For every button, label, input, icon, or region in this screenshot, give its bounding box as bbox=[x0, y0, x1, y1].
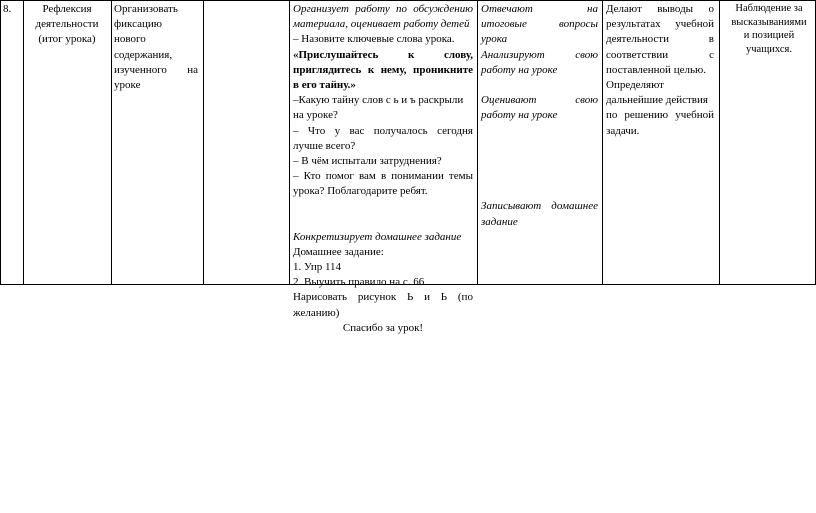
results-line: дальнейшие действия bbox=[606, 94, 708, 107]
results-line: задачи. bbox=[606, 124, 640, 137]
results-line bbox=[606, 108, 714, 123]
student-activity-cell bbox=[481, 2, 598, 230]
question-line bbox=[293, 124, 473, 139]
results-line bbox=[606, 32, 714, 47]
col-border bbox=[111, 0, 112, 284]
word: вас bbox=[349, 124, 365, 137]
homework-title: Домашнее задание: bbox=[293, 245, 384, 258]
student-line bbox=[481, 17, 598, 32]
word: Анализируют bbox=[481, 48, 545, 61]
homework-item: 2. Выучить правило на с. 66 bbox=[293, 276, 425, 289]
col-border bbox=[477, 0, 478, 284]
question-line bbox=[293, 169, 473, 184]
word: о bbox=[708, 3, 714, 15]
homework-item: 1. Упр 114 bbox=[293, 261, 342, 274]
word: по bbox=[396, 3, 407, 15]
closing-line: Спасибо за урок! bbox=[342, 321, 424, 334]
task-line: нового bbox=[114, 33, 146, 46]
word: получалось bbox=[373, 124, 428, 137]
word: с bbox=[709, 48, 714, 61]
word: к bbox=[367, 63, 375, 76]
quote-line: в его тайну.» bbox=[293, 79, 356, 92]
student-line: работу на уроке bbox=[481, 63, 558, 76]
word: понимании bbox=[391, 170, 444, 183]
question-line: –Какую тайну слов с ь и ъ раскрыли bbox=[293, 94, 464, 107]
word: выводы bbox=[657, 3, 694, 15]
stage-cell bbox=[27, 2, 107, 48]
word: Нарисовать bbox=[293, 291, 348, 304]
word: Делают bbox=[606, 3, 642, 15]
word: (по bbox=[457, 291, 473, 304]
word: итоговые bbox=[481, 18, 527, 31]
teacher-line: материала, оценивает работу детей bbox=[293, 18, 470, 31]
word: свою bbox=[575, 48, 598, 61]
student-line: задание bbox=[481, 215, 518, 228]
word: у bbox=[334, 124, 341, 137]
word: Отвечают bbox=[481, 3, 533, 15]
results-line bbox=[606, 2, 714, 17]
word: домашнее bbox=[551, 200, 598, 213]
question-line: – В чём испытали затруднения? bbox=[293, 155, 442, 168]
teacher-activity-cell bbox=[293, 2, 473, 336]
word: учебной bbox=[675, 109, 714, 122]
student-line bbox=[481, 199, 598, 214]
word: – bbox=[293, 170, 299, 183]
col-border bbox=[289, 0, 290, 284]
col-border bbox=[602, 0, 603, 284]
col-border bbox=[203, 0, 204, 284]
quote-line bbox=[293, 48, 473, 63]
word: свою bbox=[575, 94, 598, 107]
col-border bbox=[719, 0, 720, 284]
word: Что bbox=[307, 124, 326, 137]
task-word: на bbox=[187, 63, 198, 76]
word: Организует bbox=[293, 3, 349, 15]
question-line: лучше всего? bbox=[293, 139, 356, 152]
student-line bbox=[481, 2, 598, 17]
stage-line: деятельности bbox=[35, 18, 99, 31]
assessment-line: учащихся. bbox=[746, 43, 792, 55]
word: и bbox=[424, 291, 430, 304]
stage-line: (итог урока) bbox=[38, 33, 96, 46]
results-line bbox=[606, 48, 714, 63]
homework-item: желанию) bbox=[293, 306, 340, 319]
stage-line: Рефлексия bbox=[42, 3, 92, 15]
question-line: урока? Поблагодарите ребят. bbox=[293, 185, 428, 198]
assessment-cell bbox=[724, 2, 814, 56]
word: – bbox=[293, 124, 299, 137]
teacher-line: – Назовите ключевые слова урока. bbox=[293, 33, 455, 46]
task-cell bbox=[114, 2, 198, 93]
homework-item bbox=[293, 290, 473, 305]
word: учебной bbox=[675, 18, 714, 31]
results-line: поставленной целью. bbox=[606, 63, 706, 76]
student-line bbox=[481, 93, 598, 108]
question-line: на уроке? bbox=[293, 109, 338, 122]
word: на bbox=[587, 3, 598, 15]
word: работу bbox=[355, 3, 390, 15]
word: приглядитесь bbox=[293, 63, 362, 76]
word: в bbox=[708, 33, 714, 46]
word: темы bbox=[448, 170, 473, 183]
word: решению bbox=[624, 109, 669, 122]
word: «Прислушайтесь bbox=[293, 48, 379, 61]
task-word: изученного bbox=[114, 63, 167, 76]
word: проникните bbox=[413, 63, 473, 76]
homework-intro: Конкретизирует домашнее задание bbox=[293, 230, 462, 243]
task-line: уроке bbox=[114, 79, 141, 92]
word: деятельности bbox=[606, 33, 669, 46]
word: в bbox=[380, 170, 387, 183]
word: по bbox=[606, 109, 618, 122]
results-cell bbox=[606, 2, 714, 139]
word: к bbox=[407, 48, 415, 61]
assessment-line: высказываниями bbox=[731, 16, 807, 28]
assessment-line: и позицией bbox=[743, 30, 795, 41]
word: сегодня bbox=[437, 124, 473, 137]
teacher-line bbox=[293, 2, 473, 17]
task-line: Организовать bbox=[114, 3, 178, 15]
task-line: содержания, bbox=[114, 48, 173, 61]
word: соответствии bbox=[606, 48, 669, 61]
word: вам bbox=[358, 170, 376, 183]
word: обсуждению bbox=[413, 3, 473, 15]
task-line bbox=[114, 63, 198, 78]
task-line: фиксацию bbox=[114, 18, 162, 31]
word: помог bbox=[325, 170, 354, 183]
table-top-border bbox=[0, 0, 816, 1]
col-border bbox=[23, 0, 24, 284]
word: Записывают bbox=[481, 200, 542, 213]
results-line bbox=[606, 17, 714, 32]
word: вопросы bbox=[559, 18, 598, 31]
quote-line bbox=[293, 63, 473, 78]
word: Кто bbox=[303, 170, 321, 183]
word: Оценивают bbox=[481, 94, 537, 107]
student-line: работу на уроке bbox=[481, 109, 558, 122]
word: рисунок bbox=[357, 291, 397, 304]
word: слову, bbox=[444, 48, 473, 61]
student-line bbox=[481, 48, 598, 63]
student-line: урока bbox=[481, 33, 508, 46]
word: результатах bbox=[606, 18, 661, 31]
assessment-line: Наблюдение за bbox=[735, 3, 803, 14]
word: Ь bbox=[407, 291, 414, 304]
row-number: 8. bbox=[3, 3, 12, 15]
results-line: Определяют bbox=[606, 79, 664, 92]
word: Ь bbox=[440, 291, 448, 304]
word: нему, bbox=[380, 63, 407, 76]
col-border bbox=[0, 0, 1, 284]
